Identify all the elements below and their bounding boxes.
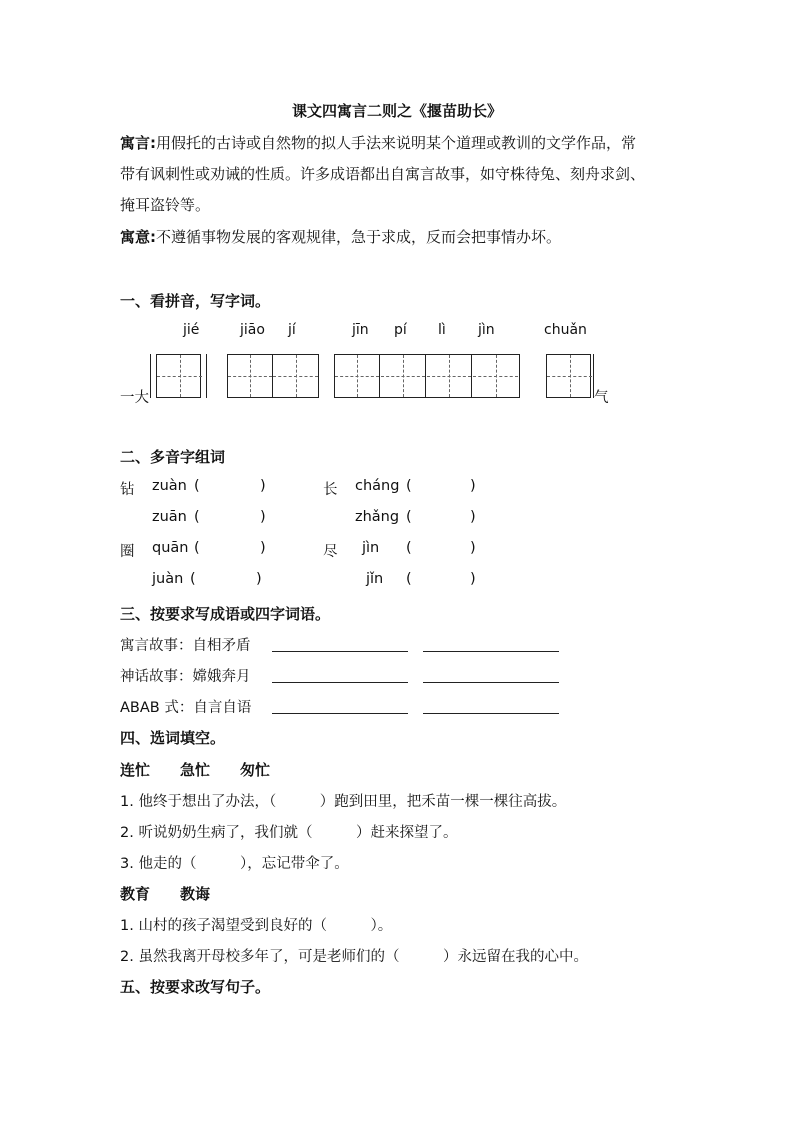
paren-open: ( [406, 540, 412, 556]
paren-close: ) [256, 571, 262, 587]
answer-line[interactable] [423, 713, 559, 714]
answer-line[interactable] [272, 713, 408, 714]
definition-line-2: 带有讽刺性或劝诫的性质。许多成语都出自寓言故事，如守株待兔、刻舟求剑、 [120, 165, 646, 183]
answer-line[interactable] [272, 682, 408, 683]
writing-cell[interactable] [427, 355, 472, 397]
word-choices-2: 教育 教诲 [120, 885, 211, 903]
section-1-title: 一、看拼音，写字词。 [120, 292, 271, 310]
definition-text-1: 用假托的古诗或自然物的拟人手法来说明某个道理或教训的文学作品，常 [156, 134, 637, 152]
paren-open: ( [190, 571, 196, 587]
polyphone-pinyin: jǐn [366, 571, 384, 587]
pinyin-label: jié [183, 322, 200, 338]
fill-sentence: 2. 虽然我离开母校多年了，可是老师们的（ ）永远留在我的心中。 [120, 949, 588, 965]
definition-line-3: 掩耳盗铃等。 [120, 196, 211, 214]
answer-line[interactable] [423, 651, 559, 652]
paren-close: ) [470, 540, 476, 556]
word-choices-1: 连忙 急忙 匆忙 [120, 761, 271, 779]
polyphone-pinyin: cháng [355, 478, 400, 494]
pinyin-label: chuǎn [544, 322, 587, 338]
definition-line-1 [120, 128, 636, 158]
section-2-title: 二、多音字组词 [120, 448, 226, 466]
grid-bracket-left [150, 354, 151, 398]
writing-grid[interactable] [546, 354, 591, 398]
grid-suffix-text: 气 [594, 390, 609, 406]
paren-close: ) [470, 509, 476, 525]
fill-sentence: 1. 他终于想出了办法，（ ）跑到田里，把禾苗一棵一棵往高拔。 [120, 794, 567, 810]
pinyin-label: jīn [352, 322, 369, 338]
grid-bracket-right [206, 354, 207, 398]
fill-sentence: 3. 他走的（ ），忘记带伞了。 [120, 856, 349, 872]
pinyin-label: jí [288, 322, 296, 338]
paren-close: ) [260, 509, 266, 525]
polyphone-pinyin: zhǎng [355, 509, 400, 525]
paren-open: ( [406, 571, 412, 587]
polyphone-char: 长 [323, 482, 338, 498]
writing-grid[interactable] [227, 354, 319, 398]
writing-cell[interactable] [547, 355, 592, 397]
fill-sentence: 2. 听说奶奶生病了，我们就（ ）赶来探望了。 [120, 825, 458, 841]
grid-prefix-text: 一大 [120, 390, 149, 406]
definition-label: 寓言: [120, 134, 156, 152]
answer-line[interactable] [272, 651, 408, 652]
polyphone-char: 钻 [120, 482, 135, 498]
paren-close: ) [260, 478, 266, 494]
writing-cell[interactable] [228, 355, 273, 397]
idiom-row-label: 寓言故事：自相矛盾 [120, 638, 251, 654]
writing-cell[interactable] [157, 355, 202, 397]
polyphone-char: 尽 [323, 544, 338, 560]
pinyin-label: pí [394, 322, 407, 338]
section-5-title: 五、按要求改写句子。 [120, 978, 271, 996]
fill-sentence: 1. 山村的孩子渴望受到良好的（ ）。 [120, 918, 393, 934]
polyphone-pinyin: juàn [152, 571, 184, 587]
paren-open: ( [194, 540, 200, 556]
polyphone-pinyin: quān [152, 540, 189, 556]
paren-open: ( [194, 509, 200, 525]
meaning-text: 不遵循事物发展的客观规律，急于求成，反而会把事情办坏。 [156, 228, 562, 246]
pinyin-label: lì [438, 322, 446, 338]
polyphone-pinyin: jìn [362, 540, 380, 556]
writing-grid[interactable] [156, 354, 201, 398]
pinyin-label: jìn [478, 322, 495, 338]
paren-open: ( [194, 478, 200, 494]
writing-cell[interactable] [473, 355, 518, 397]
paren-open: ( [406, 509, 412, 525]
paren-open: ( [406, 478, 412, 494]
meaning-label: 寓意: [120, 228, 156, 246]
idiom-row-label: 神话故事：嫦娥奔月 [120, 669, 251, 685]
paren-close: ) [260, 540, 266, 556]
writing-cell[interactable] [335, 355, 380, 397]
page-title: 课文四寓言二则之《揠苗助长》 [291, 102, 502, 120]
answer-line[interactable] [423, 682, 559, 683]
polyphone-pinyin: zuān [152, 509, 187, 525]
writing-cell[interactable] [273, 355, 318, 397]
section-4-title: 四、选词填空。 [120, 729, 226, 747]
meaning-line [120, 222, 561, 252]
polyphone-pinyin: zuàn [152, 478, 187, 494]
paren-close: ) [470, 478, 476, 494]
writing-grid[interactable] [334, 354, 520, 398]
paren-close: ) [470, 571, 476, 587]
polyphone-char: 圈 [120, 544, 135, 560]
idiom-row-label: ABAB 式：自言自语 [120, 700, 252, 716]
writing-cell[interactable] [381, 355, 426, 397]
pinyin-label: jiāo [240, 322, 265, 338]
section-3-title: 三、按要求写成语或四字词语。 [120, 605, 331, 623]
